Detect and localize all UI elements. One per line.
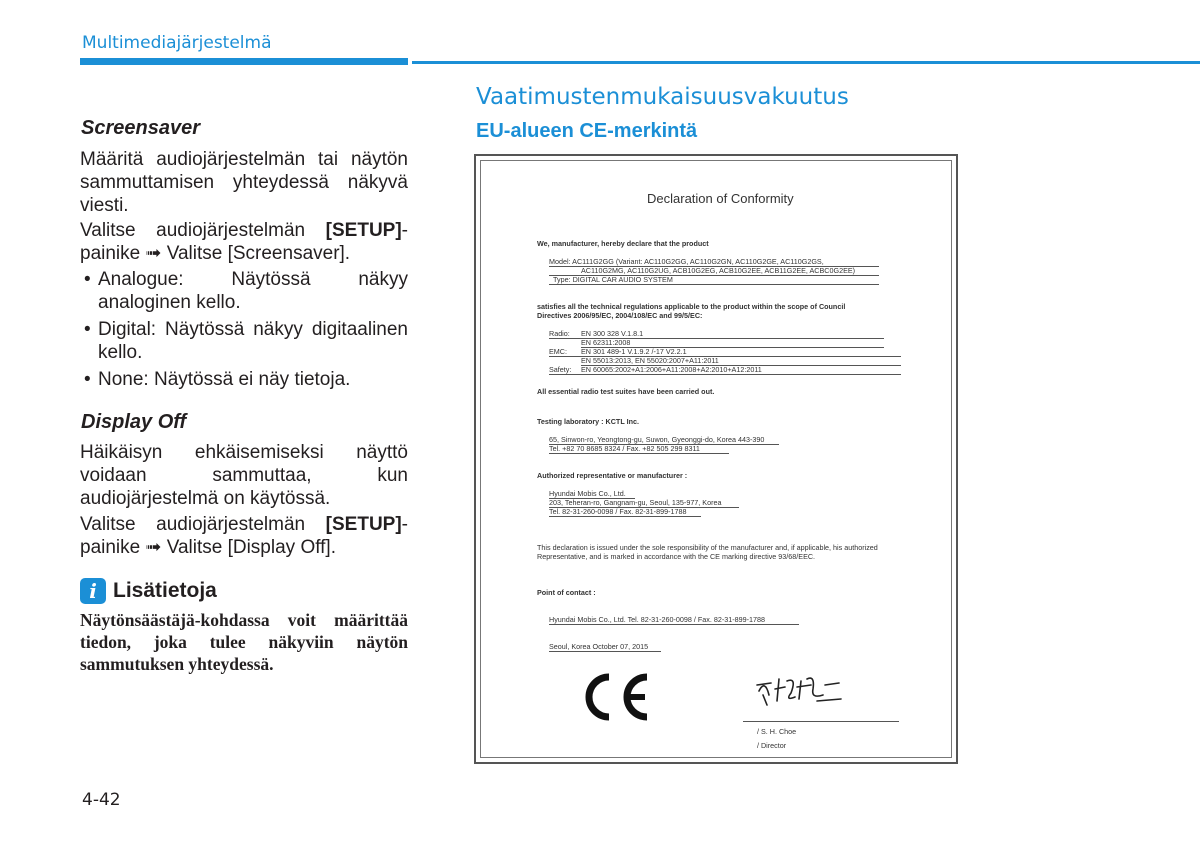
responsibility-line-1: This declaration is issued under the sole responsibility of the manufacturer and, if applicable, his authorized: [537, 543, 878, 552]
underline: [549, 624, 799, 625]
list-item: • Digital: Näytössä näkyy digitaalinen kello.: [84, 319, 408, 363]
std-value: EN 60065:2002+A1:2006+A11:2008+A2:2010+A12:2011: [581, 365, 762, 374]
setup-key: [SETUP]: [325, 220, 402, 241]
rep-name: Hyundai Mobis Co., Ltd.: [549, 489, 626, 498]
signature-icon: [751, 671, 851, 711]
point-of-contact: Point of contact :: [537, 588, 596, 597]
display-off-description: Häikäisyn ehkäisemiseksi näyttö voidaan sammuttaa, kun audiojärjestelmä on käytössä.: [80, 442, 408, 509]
contact-line: Hyundai Mobis Co., Ltd. Tel. 82-31-260-0098 / Fax. 82-31-899-1788: [549, 615, 766, 624]
radio-tests: All essential radio test suites have been carried out.: [537, 387, 715, 396]
bullet-icon: •: [84, 319, 91, 340]
authorized-rep: Authorized representative or manufacturer :: [537, 471, 688, 480]
underline: [549, 284, 879, 285]
responsibility-line-2: Representative, and is marked in accordance with the CE marking directive 93/68/EEC.: [537, 552, 816, 561]
satisfies-line-2: Directives 2006/95/EC, 2004/108/EC and 99/5/EC:: [537, 311, 703, 320]
info-icon: i: [80, 578, 106, 604]
page-number: 4-42: [82, 790, 121, 810]
std-label: EMC:: [549, 347, 567, 356]
lab-address: 65, Sinwon-ro, Yeongtong-gu, Suwon, Gyeonggi-do, Korea 443-390: [549, 435, 765, 444]
ce-subtitle: EU-alueen CE-merkintä: [476, 120, 698, 142]
list-item: • Analogue: Näytössä näkyy analoginen kello.: [84, 269, 408, 313]
instruction-pre: Valitse audiojärjestelmän: [80, 514, 326, 535]
declaration-title: Declaration of Conformity: [647, 191, 794, 206]
screensaver-description: Määritä audiojärjestelmän tai näytön sammuttamisen yhteydessä näkyvä viesti.: [80, 149, 408, 216]
list-item: • None: Näytössä ei näy tietoja.: [84, 369, 351, 390]
signer-title: / Director: [757, 741, 787, 750]
display-off-instruction: [80, 513, 408, 559]
lab-tel: Tel. +82 70 8685 8324 / Fax. +82 505 299 8311: [549, 444, 700, 453]
setup-key: [SETUP]: [325, 514, 402, 535]
ce-mark-icon: [577, 671, 653, 723]
std-value: EN 55013:2013, EN 55020:2007+A11:2011: [581, 356, 719, 365]
screensaver-options: [84, 268, 408, 395]
underline: [549, 516, 701, 517]
declaration-document: [480, 160, 952, 758]
conformity-title: Vaatimustenmukaisuusvakuutus: [476, 84, 849, 110]
section-title: Multimediajärjestelmä: [82, 33, 272, 53]
model-line-1: Model: AC111G2GG (Variant: AC110G2GG, AC110G2GN, AC110G2GE, AC110G2GS,: [549, 257, 824, 266]
info-text: Näytönsäästäjä-kohdassa voit määrittää tiedon, joka tulee näkyviin näytön sammutuksen yhteydessä.: [80, 610, 408, 674]
std-value: EN 301 489-1 V.1.9.2 /-17 V2.2.1: [581, 347, 687, 356]
signer-name: / S. H. Choe: [757, 727, 797, 736]
screensaver-heading: Screensaver: [81, 117, 200, 139]
header-bar-left: [80, 58, 408, 65]
underline: [549, 453, 729, 454]
place-date: Seoul, Korea October 07, 2015: [549, 642, 649, 651]
underline: [549, 651, 661, 652]
declaration-intro: We, manufacturer, hereby declare that the product: [537, 239, 709, 248]
std-label: Safety:: [549, 365, 572, 374]
header-bar-right: [412, 61, 1200, 64]
rep-address: 203, Teheran-ro, Gangnam-gu, Seoul, 135-977, Korea: [549, 498, 722, 507]
info-title: Lisätietoja: [113, 579, 217, 602]
bullet-icon: •: [84, 369, 91, 390]
type-line: Type: DIGITAL CAR AUDIO SYSTEM: [553, 275, 673, 284]
testing-lab: Testing laboratory : KCTL Inc.: [537, 417, 639, 426]
instruction-pre: Valitse audiojärjestelmän: [80, 220, 326, 241]
signature-line: [743, 721, 899, 722]
screensaver-instruction: [80, 219, 408, 265]
std-value: EN 300 328 V.1.8.1: [581, 329, 644, 338]
rep-tel: Tel. 82-31-260-0098 / Fax. 82-31-899-1788: [549, 507, 687, 516]
instruction-post: -painike ➟ Valitse [Display Off].: [80, 514, 408, 558]
instruction-post: -painike ➟ Valitse [Screensaver].: [80, 220, 408, 264]
bullet-icon: •: [84, 269, 91, 290]
display-off-heading: Display Off: [81, 411, 187, 433]
satisfies-line-1: satisfies all the technical regulations applicable to the product within the scope of Council: [537, 302, 846, 311]
std-value: EN 62311:2008: [581, 338, 631, 347]
std-label: Radio:: [549, 329, 570, 338]
underline: [549, 374, 901, 375]
model-line-2: AC110G2MG, AC110G2UG, ACB10G2EG, ACB10G2EE, ACB11G2EE, ACBC0G2EE): [581, 266, 856, 275]
